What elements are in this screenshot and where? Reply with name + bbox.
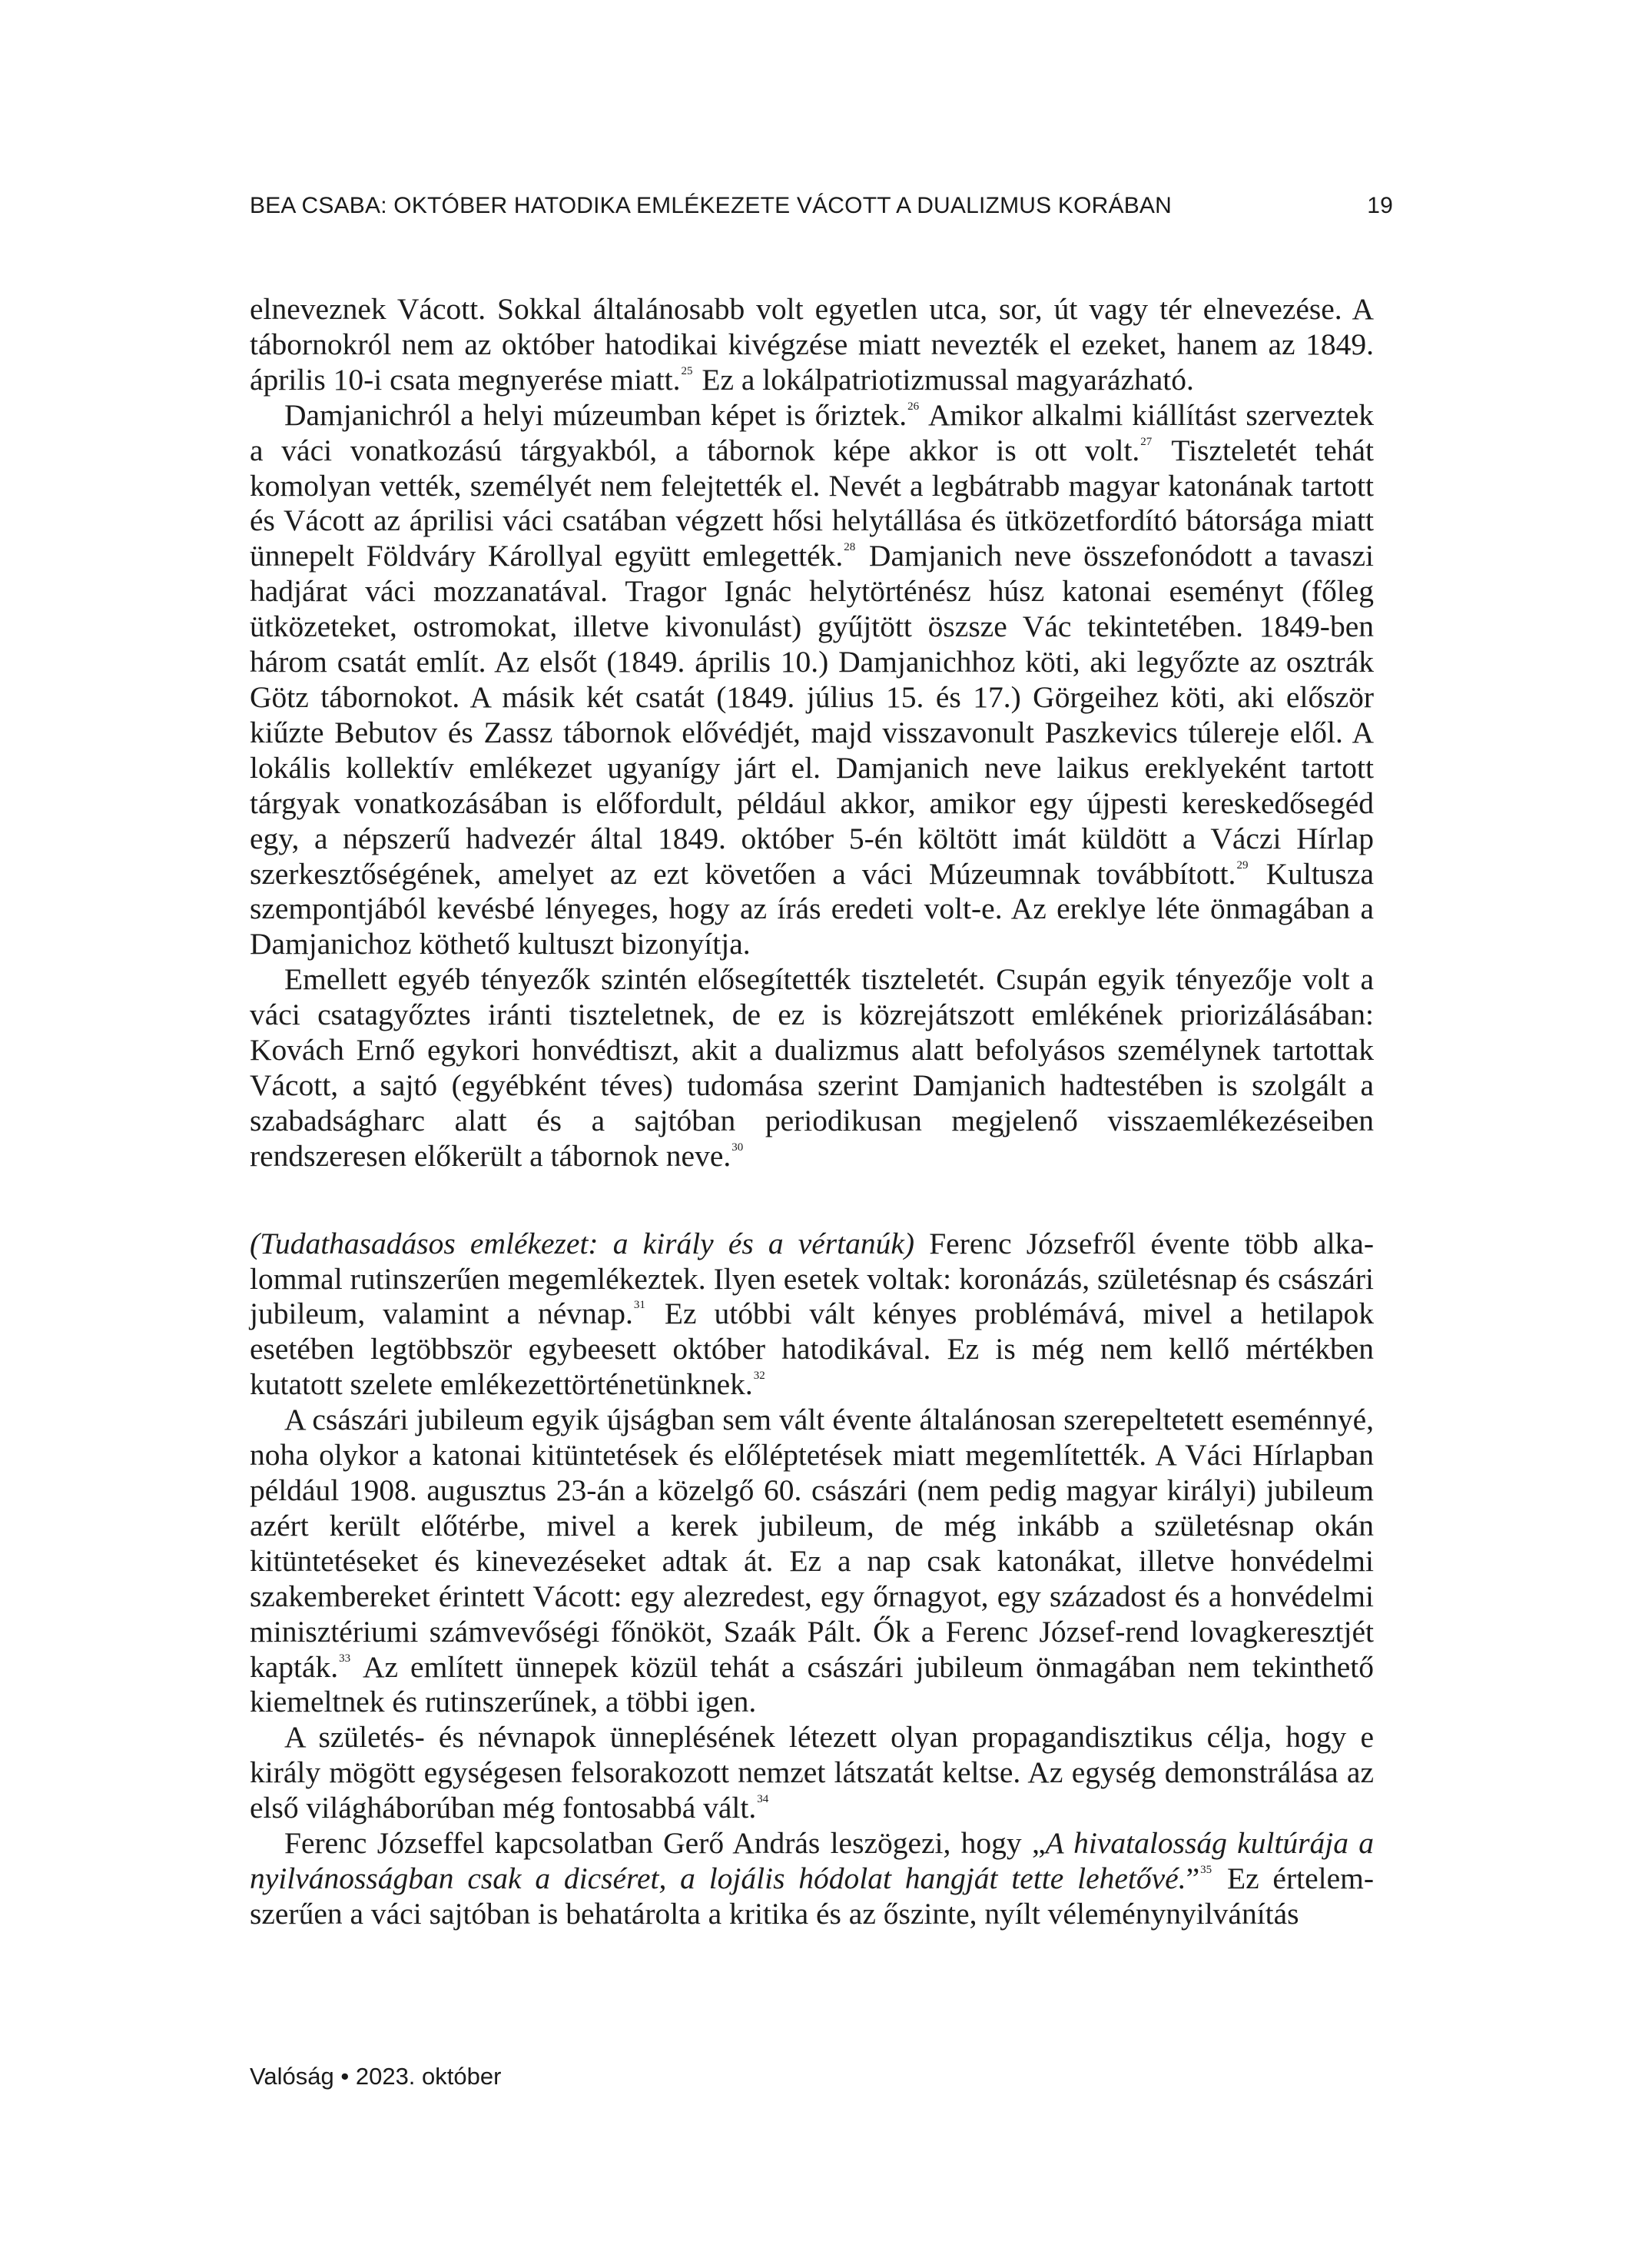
- footnote-reference: 33: [339, 1652, 351, 1665]
- paragraph: [250, 962, 1374, 1174]
- text-run: Amikor alkalmi kiállítást szerveztek a váci vonatkozású tárgyakból, a tábornok képe akkor is ott volt.: [250, 397, 1375, 467]
- page-number: 19: [1367, 193, 1393, 218]
- text-run: Ferenc Józsefről évente több alkalommal rutinszerűen megemlékeztek. Ilyen esetek voltak: koronázás, születésnap és császári jubileum, valamint a névnap.: [250, 1226, 1374, 1331]
- footnote-reference: 26: [907, 400, 920, 413]
- footer-journal-name: Valóság: [250, 2063, 334, 2090]
- footnote-reference: 28: [844, 541, 856, 554]
- paragraph: [250, 1403, 1374, 1720]
- text-run: A születés- és névnapok ünneplésének létezett olyan propagandisztikus célja, hogy e király mögött egységesen felsorakozott nemzet látszatát keltse. Az egység demonstrálása az első világháborúban még fontosabbá vált.: [250, 1720, 1374, 1825]
- text-run: Ez értelemszerűen a váci sajtóban is behatárolta a kritika és az őszinte, nyílt véleménynyilvánítás: [250, 1861, 1374, 1931]
- text-run: Kultusza szempontjából kevésbé lényeges, hogy az írás eredeti volt-e. Az ereklye léte önmagában a Damjanichoz köthető kultuszt bizonyítja.: [250, 856, 1374, 961]
- footnote-reference: 32: [753, 1370, 765, 1383]
- footer-issue-date: 2023. október: [355, 2063, 502, 2090]
- section-opening-paragraph: [250, 1227, 1374, 1403]
- page-footer: [250, 2063, 501, 2090]
- paragraph: [250, 1720, 1374, 1826]
- text-run: Az említett ünnepek közül tehát a császári jubileum önmagában nem tekinthető kiemeltnek és rutinszerűnek, a többi igen.: [250, 1649, 1374, 1719]
- text-run: Ferenc Józseffel kapcsolatban Gerő András leszögezi, hogy „: [284, 1826, 1046, 1861]
- text-run: Ez utóbbi vált kényes problémává, mivel a hetilapok esetében legtöbbször egybeesett október hatodikával. Ez is még nem kellő mértékben kutatott szelete emlékezettörténetünknek.: [250, 1297, 1374, 1402]
- text-run: A császári jubileum egyik újságban sem vált évente általánosan szerepeltetett eseménnyé, noha olykor a katonai kitüntetések és előléptetések miatt megemlítették. A Váci Hírlapban például 1908. augusztus 23-án a közelgő 60. császári (nem pedig magyar királyi) jubileum azért került előtérbe, mivel a kerek jubileum, de még inkább a születésnap okán kitüntetéseket és kinevezéseket adtak át. Ez a nap csak katonákat, illetve honvédelmi szakembereket érintett Vácott: egy alezredest, egy őrnagyot, egy századost és a honvédelmi minisztériumi számvevőségi főnököt, Szaák Pált. Ők a Ferenc József-rend lovagkeresztjét kapták.: [250, 1403, 1374, 1684]
- italic-text: (Tudathasadásos emlékezet: a király és a vértanúk): [250, 1226, 915, 1260]
- footnote-reference: 31: [633, 1299, 645, 1312]
- footnote-reference: 34: [757, 1793, 769, 1806]
- running-head-title: BEA CSABA: OKTÓBER HATODIKA EMLÉKEZETE VÁCOTT A DUALIZMUS KORÁBAN: [250, 193, 1172, 218]
- text-run: ”: [1186, 1861, 1200, 1895]
- text-run: elneveznek Vácott. Sokkal általánosabb volt egyetlen utca, sor, út vagy tér elnevezése. A tábornokról nem az október hatodikai kivégzése miatt nevezték el ezeket, hanem az 1849. április 10-i csata megnyerése miatt.: [250, 292, 1374, 397]
- footer-separator-bullet: •: [340, 2063, 350, 2090]
- footnote-reference: 30: [731, 1141, 744, 1154]
- text-run: Emellett egyéb tényezők szintén elősegítették tiszteletét. Csupán egyik tényezője volt a váci csatagyőztes iránti tiszteletnek, de ez is közrejátszott emlékének priorizálásában: Kovách Ernő egykori honvédtiszt, akit a dualizmus alatt befolyásos személynek tartottak Vácott, a sajtó (egyébként téves) tudomása szerint Damjanich hadtestében is szolgált a szabadságharc alatt és a sajtóban periodikusan megjelenő visszaemlékezéseiben rendszeresen előkerült a tábornok neve.: [250, 962, 1374, 1173]
- italic-text: A hivatalosság kultúrája a nyilvánosságban csak a dicséret, a lojális hódolat hangját tette lehetővé.: [250, 1826, 1374, 1895]
- footnote-reference: 25: [681, 364, 693, 377]
- footnote-reference: 27: [1140, 435, 1153, 448]
- running-head: [250, 191, 1393, 221]
- footnote-reference: 29: [1236, 858, 1249, 872]
- paragraph: [250, 292, 1374, 398]
- footnote-reference: 35: [1200, 1863, 1212, 1876]
- article-body: [250, 292, 1374, 1932]
- paragraph: [250, 1826, 1374, 1932]
- text-run: Ez a lokálpatriotizmussal magyarázható.: [694, 362, 1194, 397]
- text-run: Damjanichról a helyi múzeumban képet is őriztek.: [284, 397, 907, 432]
- paragraph: [250, 398, 1374, 963]
- text-run: Tiszteletét tehát komolyan vették, személyét nem felejtették el. Nevét a legbátrabb magyar katonának tartott és Vácott az áprilisi váci csatában végzett hősi helytállása és ütközetfordító bátorsága miatt ünnepelt Földváry Károllyal együtt emlegették.: [250, 433, 1374, 573]
- text-run: Damjanich neve összefonódott a tavaszi hadjárat váci mozzanatával. Tragor Ignác helytörténész húsz katonai eseményt (főleg ütközeteket, ostromokat, illetve kivonulást) gyűjtött öszsze Vác tekintetében. 1849-ben három csatát említ. Az elsőt (1849. április 10.) Damjanichhoz köti, aki legyőzte az osztrák Götz tábornokot. A másik két csatát (1849. július 15. és 17.) Görgeihez köti, aki először kiűzte Bebutov és Zassz tábornok elővédjét, majd visszavonult Paszkevics túlereje elől. A lokális kollektív emlékezet ugyanígy járt el. Damjanich neve laikus ereklyeként tartott tárgyak vonatkozásában is előfordult, például akkor, amikor egy újpesti kereskedősegéd egy, a népszerű hadvezér által 1849. október 5-én költött imát küldött a Váczi Hírlap szerkesztőségének, amelyet az ezt követően a váci Múzeumnak továbbított.: [250, 539, 1374, 891]
